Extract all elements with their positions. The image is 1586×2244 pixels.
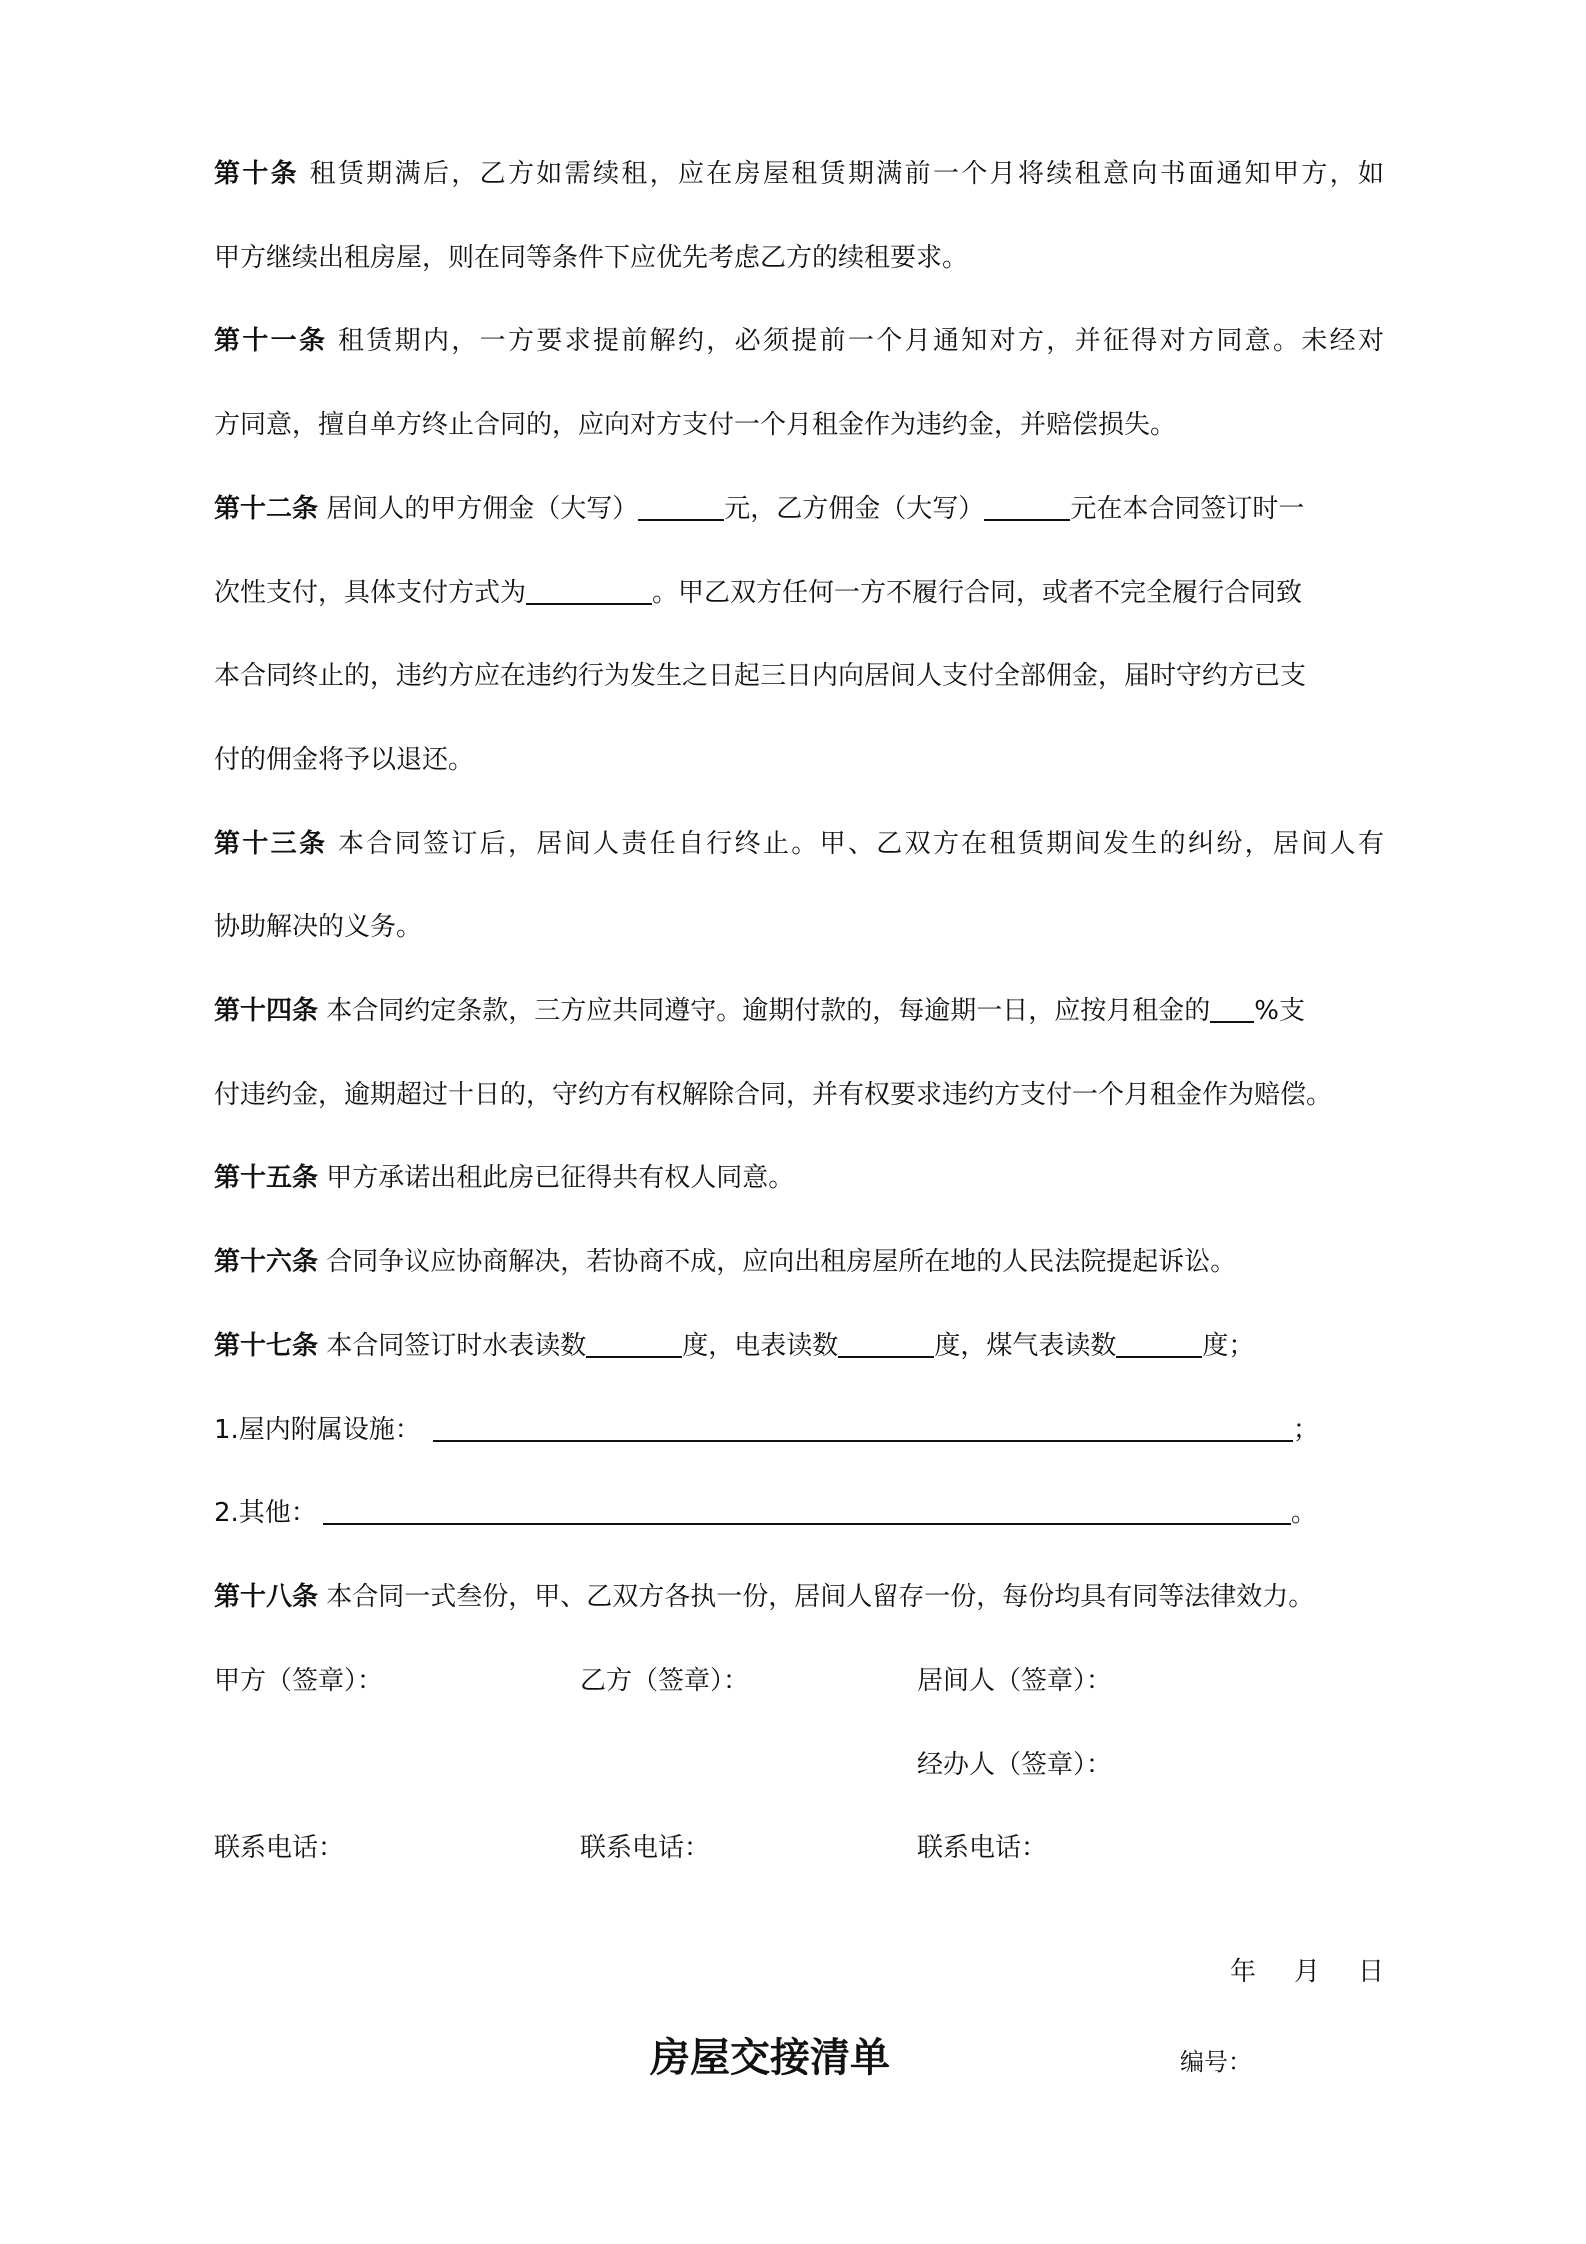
art12-number: 第十二条 — [214, 494, 319, 524]
party-a-signature: 甲方（签章）： — [214, 1666, 384, 1696]
art15-line1 — [214, 1158, 1384, 1198]
serial-number-label: 编号： — [1180, 2048, 1252, 2076]
art10-number: 第十条 — [214, 159, 300, 189]
others-blank[interactable] — [323, 1495, 1291, 1525]
art15-number: 第十五条 — [214, 1163, 319, 1193]
party-b-commission-blank[interactable] — [984, 491, 1070, 521]
art16-text1: 合同争议应协商解决，若协商不成，应向出租房屋所在地的人民法院提起诉讼。 — [326, 1247, 1237, 1277]
art12-text2b: 。甲乙双方任何一方不履行合同，或者不完全履行合同致 — [652, 578, 1303, 608]
art16-line1 — [214, 1242, 1384, 1282]
art13-line2 — [214, 907, 1384, 947]
art12-text2a: 次性支付，具体支付方式为 — [214, 578, 527, 608]
art12-line1 — [214, 489, 1384, 529]
handover-title: 房屋交接清单 — [650, 2035, 890, 2081]
art10-text2: 甲方继续出租房屋，则在同等条件下应优先考虑乙方的续租要求。 — [214, 243, 969, 273]
signing-date — [1192, 1952, 1384, 1992]
art14-line2 — [214, 1075, 1384, 1115]
art11-line2 — [214, 405, 1384, 445]
gas-meter-blank[interactable] — [1116, 1328, 1202, 1358]
party-b-phone: 联系电话： — [580, 1833, 711, 1863]
art11-text2: 方同意，擅自单方终止合同的，应向对方支付一个月租金作为违约金，并赔偿损失。 — [214, 410, 1177, 440]
date-day: 日 — [1357, 1957, 1384, 1987]
art12-text4: 付的佣金将予以退还。 — [214, 745, 475, 775]
intermediary-signature: 居间人（签章）： — [917, 1666, 1113, 1696]
art14-text2: 付违约金，逾期超过十日的，守约方有权解除合同，并有权要求违约方支付一个月租金作为赔偿。 — [214, 1080, 1333, 1110]
art17-item1 — [214, 1410, 1384, 1450]
party-a-phone: 联系电话： — [214, 1833, 345, 1863]
art13-line1 — [214, 824, 1384, 864]
art13-text2: 协助解决的义务。 — [214, 912, 423, 942]
payment-method-blank[interactable] — [526, 575, 652, 605]
art12-line3 — [214, 656, 1384, 696]
art12-line4 — [214, 740, 1384, 780]
art10-text1: 租赁期满后，乙方如需续租，应在房屋租赁期满前一个月将续租意向书面通知甲方，如 — [309, 159, 1384, 189]
art13-text1: 本合同签订后，居间人责任自行终止。甲、乙双方在租赁期间发生的纠纷，居间人有 — [337, 829, 1384, 859]
art17-number: 第十七条 — [214, 1331, 319, 1361]
art14-text1a: 本合同约定条款，三方应共同遵守。逾期付款的，每逾期一日，应按月租金的 — [326, 996, 1211, 1026]
late-fee-percent-blank[interactable] — [1210, 993, 1254, 1023]
art15-text1: 甲方承诺出租此房已征得共有权人同意。 — [326, 1163, 795, 1193]
art14-number: 第十四条 — [214, 996, 319, 1026]
facilities-blank[interactable] — [433, 1412, 1293, 1442]
art17-line1 — [214, 1326, 1384, 1366]
art14-line1 — [214, 991, 1384, 1031]
art10-line2 — [214, 238, 1384, 278]
art11-text1: 租赁期内，一方要求提前解约，必须提前一个月通知对方，并征得对方同意。未经对 — [337, 326, 1384, 356]
others-end: 。 — [1290, 1498, 1317, 1528]
art17-text1c: 度，煤气表读数 — [934, 1331, 1117, 1361]
date-year: 年 — [1229, 1957, 1256, 1987]
art18-number: 第十八条 — [214, 1582, 319, 1612]
art17-text1b: 度，电表读数 — [682, 1331, 839, 1361]
art14-text1b: %支 — [1254, 996, 1306, 1026]
art11-line1 — [214, 321, 1384, 361]
intermediary-phone: 联系电话： — [917, 1833, 1048, 1863]
electric-meter-blank[interactable] — [838, 1328, 934, 1358]
party-a-commission-blank[interactable] — [638, 491, 724, 521]
art13-number: 第十三条 — [214, 829, 328, 859]
water-meter-blank[interactable] — [586, 1328, 682, 1358]
agent-signature: 经办人（签章）： — [917, 1750, 1113, 1780]
art16-number: 第十六条 — [214, 1247, 319, 1277]
art17-text1d: 度； — [1202, 1331, 1255, 1361]
art10-line1 — [214, 154, 1384, 194]
art17-text1a: 本合同签订时水表读数 — [326, 1331, 587, 1361]
art11-number: 第十一条 — [214, 326, 328, 356]
art12-text1c: 元在本合同签订时一 — [1070, 494, 1305, 524]
party-b-signature: 乙方（签章）： — [580, 1666, 750, 1696]
art12-text1b: 元，乙方佣金（大写） — [724, 494, 985, 524]
art18-text1: 本合同一式叁份，甲、乙双方各执一份，居间人留存一份，每份均具有同等法律效力。 — [326, 1582, 1315, 1612]
art12-line2 — [214, 573, 1384, 613]
others-label: 2.其他： — [214, 1498, 317, 1528]
date-month: 月 — [1293, 1957, 1320, 1987]
facilities-label: 1.屋内附属设施： — [214, 1415, 421, 1445]
art12-text3: 本合同终止的，违约方应在违约行为发生之日起三日内向居间人支付全部佣金，届时守约方已支 — [214, 661, 1307, 691]
art17-item2 — [214, 1493, 1384, 1533]
facilities-end: ； — [1292, 1415, 1319, 1445]
art18-line1 — [214, 1577, 1384, 1617]
art12-text1a: 居间人的甲方佣金（大写） — [326, 494, 639, 524]
